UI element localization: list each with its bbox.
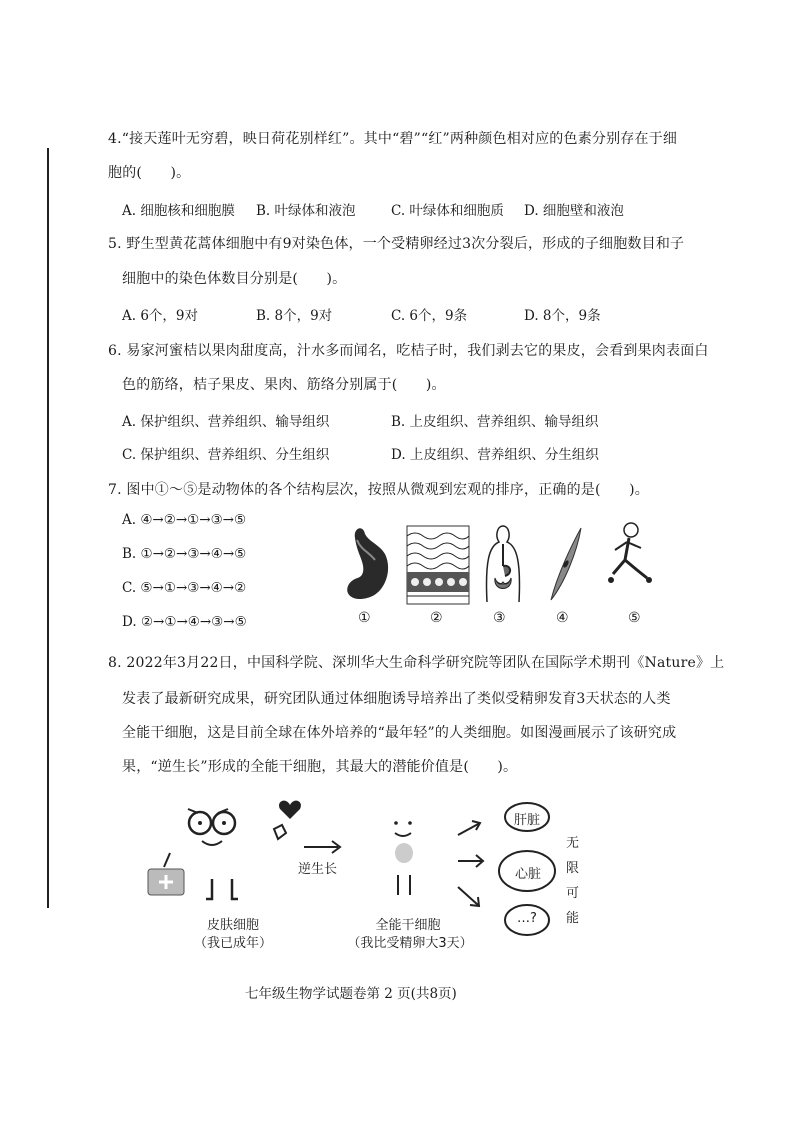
reverse-growth-label: 逆生长 (298, 862, 338, 877)
binding-margin-line (47, 148, 49, 908)
tissue-cells-icon (407, 526, 469, 604)
q8-stem-line2: 发表了最新研究成果，研究团队通过体细胞诱导培养出了类似受精卵发育3天状态的人类 (122, 691, 671, 707)
q8-stem-line1: 8. 2022年3月22日，中国科学院、深圳华大生命科学研究院等团队在国际学术期刊《Nature》上 (108, 655, 725, 671)
q6-option-a: A. 保护组织、营养组织、输导组织 (122, 414, 330, 430)
skin-cell-label: 皮肤细胞 (206, 918, 259, 933)
q7-label-1: ① (358, 610, 371, 626)
stem-cell-face-icon (394, 821, 413, 895)
bubble-heart-text: 心脏 (514, 867, 541, 882)
q5-option-d: D. 8个，9条 (524, 308, 601, 324)
vertical-text-3: 可 (566, 886, 580, 901)
outcome-arrows-icon (458, 821, 483, 906)
q4-option-c: C. 叶绿体和细胞质 (391, 203, 504, 219)
digestive-system-icon (487, 526, 520, 602)
q4-option-b: B. 叶绿体和液泡 (256, 203, 356, 219)
q6-option-c: C. 保护组织、营养组织、分生组织 (122, 447, 330, 463)
q6-stem-line2: 色的筋络，桔子果皮、果肉、筋络分别属于( )。 (122, 377, 446, 393)
q7-label-4: ④ (556, 610, 569, 626)
q7-label-2: ② (430, 610, 443, 626)
medical-bag-icon (148, 853, 184, 895)
heart-icon (279, 801, 301, 819)
q4-option-a: A. 细胞核和细胞膜 (122, 203, 235, 219)
q7-option-b: B. ①→②→③→④→⑤ (122, 546, 247, 562)
q6-option-b: B. 上皮组织、营养组织、输导组织 (391, 414, 599, 430)
skin-cell-sublabel: （我已成年） (193, 936, 272, 951)
q8-stem-line4: 果，“逆生长”形成的全能干细胞，其最大的潜能价值是( )。 (122, 759, 518, 775)
vertical-text-2: 限 (566, 861, 580, 876)
stem-cell-sublabel: （我比受精卵大3天） (347, 936, 473, 951)
stomach-organ-icon (347, 528, 388, 599)
muscle-cell-icon (551, 528, 581, 600)
q7-option-c: C. ⑤→①→③→④→② (122, 580, 247, 596)
q4-option-d: D. 细胞壁和液泡 (524, 203, 624, 219)
bubble-more-text: …? (517, 911, 537, 926)
q7-stem-line1: 7. 图中①～⑤是动物体的各个结构层次，按照从微观到宏观的排序，正确的是( )。 (108, 482, 649, 498)
stem-cell-label: 全能干细胞 (375, 918, 441, 933)
q5-option-a: A. 6个，9对 (122, 308, 199, 324)
q4-stem-line2: 胞的( )。 (108, 165, 191, 181)
q5-stem-line2: 细胞中的染色体数目分别是( )。 (122, 271, 347, 287)
q7-label-5: ⑤ (628, 610, 641, 626)
adult-legs-icon (206, 879, 238, 899)
q7-structure-figure (335, 520, 665, 610)
running-person-icon (608, 523, 652, 583)
q7-option-d: D. ②→①→④→③→⑤ (122, 614, 247, 630)
bubble-liver-text: 肝脏 (513, 813, 540, 828)
page-footer: 七年级生物学试题卷第 2 页(共8页) (245, 986, 457, 1002)
hand-icon (274, 825, 286, 839)
q7-option-a: A. ④→②→①→③→⑤ (122, 512, 247, 528)
vertical-text-1: 无 (566, 836, 580, 851)
q5-option-b: B. 8个，9对 (256, 308, 333, 324)
q5-option-c: C. 6个，9条 (391, 308, 468, 324)
vertical-text-4: 能 (566, 911, 580, 926)
adult-face-icon (188, 809, 235, 845)
q6-option-d: D. 上皮组织、营养组织、分生组织 (391, 447, 599, 463)
q4-stem-line1: 4.“接天莲叶无穷碧，映日荷花别样红”。其中“碧”“红”两种颜色相对应的色素分别存在于细 (108, 131, 678, 147)
q8-stem-line3: 全能干细胞，这是目前全球在体外培养的“最年轻”的人类细胞。如图漫画展示了该研究成 (122, 725, 677, 741)
q5-stem-line1: 5. 野生型黄花蒿体细胞中有9对染色体，一个受精卵经过3次分裂后，形成的子细胞数目和子 (108, 236, 685, 252)
q7-label-3: ③ (493, 610, 506, 626)
q6-stem-line1: 6. 易家河蜜桔以果肉甜度高，汁水多而闻名，吃桔子时，我们剥去它的果皮，会看到果肉表面白 (108, 343, 709, 359)
reverse-growth-arrow-icon (304, 841, 340, 853)
